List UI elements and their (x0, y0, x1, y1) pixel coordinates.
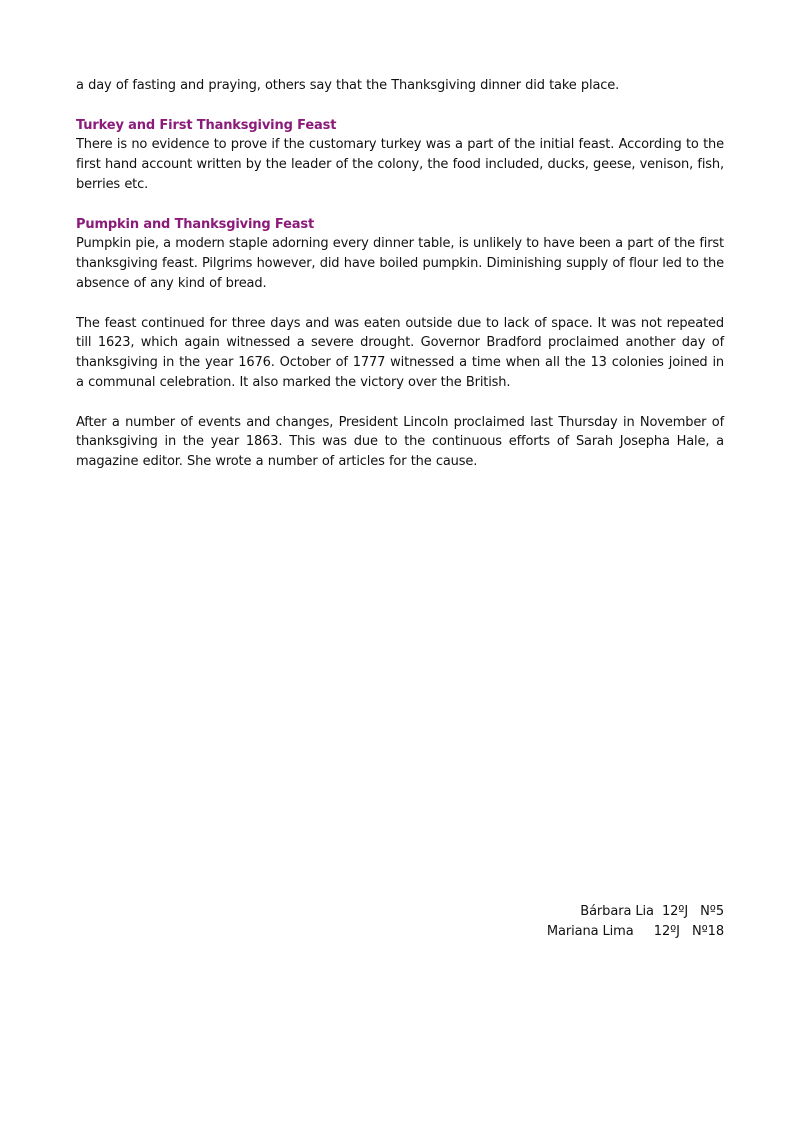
paragraph-gap (76, 195, 724, 215)
signature-line (547, 922, 724, 942)
intro-line: a day of fasting and praying, others say that the Thanksgiving dinner did take place. (76, 78, 620, 93)
paragraph-lincoln: After a number of events and changes, President Lincoln proclaimed last Thursday in November of thanksgiving in the year 1863. This was due to the continuous efforts of Sarah Josepha Hale, a magazine editor. She wrote a number of articles for the cause. (76, 414, 724, 470)
section-body-turkey: There is no evidence to prove if the customary turkey was a part of the initial feast. According to the first hand account written by the leader of the colony, the food included, ducks, geese, venison, fish, berries etc. (76, 137, 724, 192)
section-heading-turkey: Turkey and First Thanksgiving Feast (76, 117, 337, 133)
section-heading-pumpkin: Pumpkin and Thanksgiving Feast (76, 216, 315, 232)
author-number: Nº18 (692, 924, 724, 939)
paragraph-gap (76, 393, 724, 413)
signature-line (547, 902, 724, 922)
author-class: 12ºJ (653, 924, 680, 939)
author-name: Mariana Lima (546, 924, 634, 939)
paragraph-gap (76, 96, 724, 116)
paragraph-feast: The feast continued for three days and was eaten outside due to lack of space. It was not repeated till 1623, which again witnessed a severe drought. Governor Bradford proclaimed another day of thanksgiving in the year 1676. October of 1777 witnessed a time when all the 13 colonies joined in a communal celebration. It also marked the victory over the British. (76, 315, 724, 390)
author-signatures (547, 902, 724, 942)
author-name: Bárbara Lia (580, 904, 654, 919)
author-number: Nº5 (700, 904, 724, 919)
document-page (76, 76, 724, 472)
section-body-pumpkin: Pumpkin pie, a modern staple adorning every dinner table, is unlikely to have been a part of the first thanksgiving feast. Pilgrims however, did have boiled pumpkin. Diminishing supply of flour led to the absence of any kind of bread. (76, 236, 724, 291)
paragraph-gap (76, 294, 724, 314)
author-class: 12ºJ (661, 904, 689, 919)
